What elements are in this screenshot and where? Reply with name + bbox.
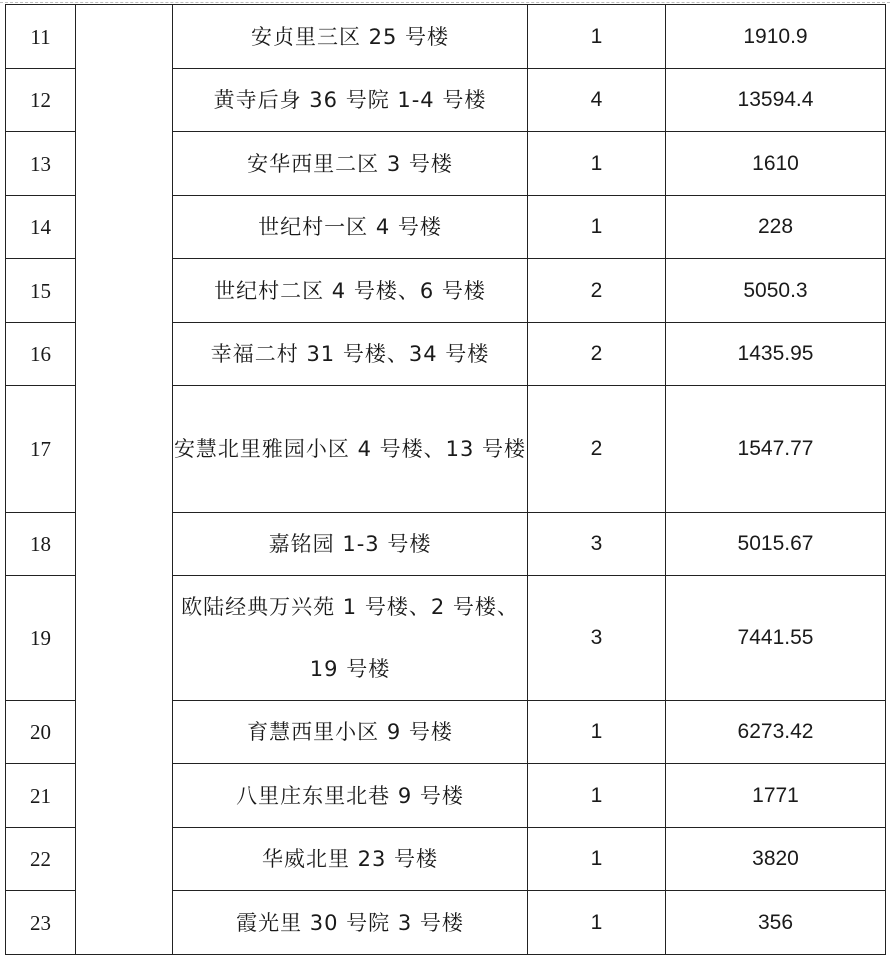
group-cell xyxy=(76,5,173,955)
building-name: 育慧西里小区 9 号楼 xyxy=(173,701,528,764)
building-count: 1 xyxy=(528,828,666,891)
row-number: 14 xyxy=(6,196,76,259)
row-number: 19 xyxy=(6,576,76,701)
row-number: 23 xyxy=(6,891,76,955)
building-area: 228 xyxy=(666,196,886,259)
building-area: 5050.3 xyxy=(666,259,886,323)
building-count: 1 xyxy=(528,132,666,196)
row-number: 16 xyxy=(6,323,76,386)
building-count: 4 xyxy=(528,69,666,132)
building-name: 幸福二村 31 号楼、34 号楼 xyxy=(173,323,528,386)
building-count: 3 xyxy=(528,513,666,576)
row-number: 20 xyxy=(6,701,76,764)
building-name: 欧陆经典万兴苑 1 号楼、2 号楼、19 号楼 xyxy=(173,576,528,701)
building-name: 嘉铭园 1-3 号楼 xyxy=(173,513,528,576)
row-number: 21 xyxy=(6,764,76,828)
building-name: 华威北里 23 号楼 xyxy=(173,828,528,891)
row-number: 12 xyxy=(6,69,76,132)
row-number: 15 xyxy=(6,259,76,323)
building-area: 6273.42 xyxy=(666,701,886,764)
building-area: 3820 xyxy=(666,828,886,891)
building-area: 5015.67 xyxy=(666,513,886,576)
building-count: 1 xyxy=(528,701,666,764)
building-count: 1 xyxy=(528,5,666,69)
building-area: 356 xyxy=(666,891,886,955)
building-area: 1547.77 xyxy=(666,386,886,513)
building-count: 1 xyxy=(528,891,666,955)
building-area: 1610 xyxy=(666,132,886,196)
building-name: 安华西里二区 3 号楼 xyxy=(173,132,528,196)
building-name: 安贞里三区 25 号楼 xyxy=(173,5,528,69)
page-top-divider xyxy=(0,2,890,3)
building-table xyxy=(5,4,886,955)
row-number: 17 xyxy=(6,386,76,513)
building-area: 1771 xyxy=(666,764,886,828)
building-name: 黄寺后身 36 号院 1-4 号楼 xyxy=(173,69,528,132)
building-count: 2 xyxy=(528,386,666,513)
building-count: 2 xyxy=(528,323,666,386)
building-name: 霞光里 30 号院 3 号楼 xyxy=(173,891,528,955)
table-row xyxy=(6,5,886,69)
row-number: 13 xyxy=(6,132,76,196)
building-area: 13594.4 xyxy=(666,69,886,132)
building-count: 3 xyxy=(528,576,666,701)
building-name: 世纪村二区 4 号楼、6 号楼 xyxy=(173,259,528,323)
row-number: 18 xyxy=(6,513,76,576)
building-area: 1910.9 xyxy=(666,5,886,69)
building-name: 八里庄东里北巷 9 号楼 xyxy=(173,764,528,828)
building-area: 7441.55 xyxy=(666,576,886,701)
building-name: 世纪村一区 4 号楼 xyxy=(173,196,528,259)
row-number: 11 xyxy=(6,5,76,69)
building-count: 2 xyxy=(528,259,666,323)
building-count: 1 xyxy=(528,764,666,828)
building-name: 安慧北里雅园小区 4 号楼、13 号楼 xyxy=(173,386,528,513)
row-number: 22 xyxy=(6,828,76,891)
building-area: 1435.95 xyxy=(666,323,886,386)
building-count: 1 xyxy=(528,196,666,259)
